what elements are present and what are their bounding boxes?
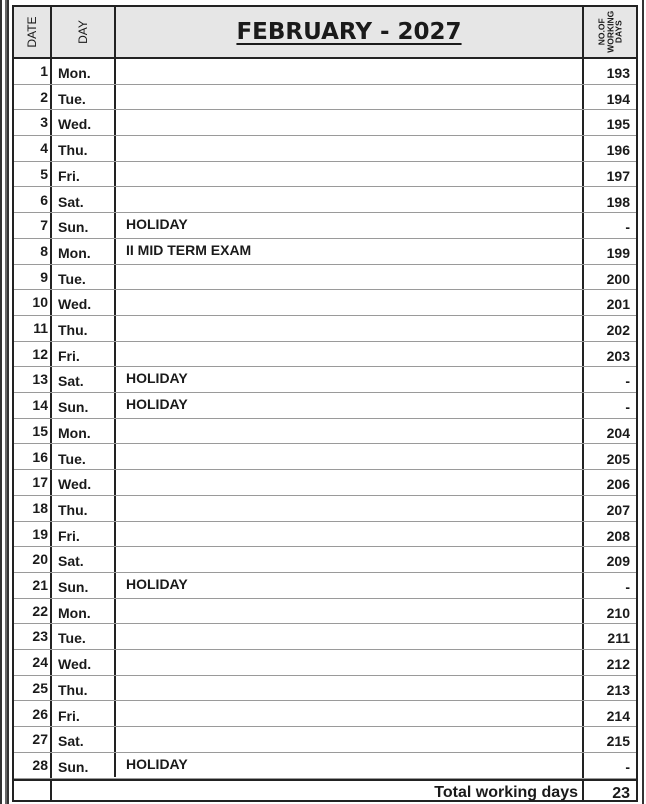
table-row xyxy=(14,445,636,471)
table-row xyxy=(14,573,636,599)
row-day: Sat. xyxy=(58,373,84,390)
row-working-day-count: - xyxy=(625,219,630,236)
row-day: Mon. xyxy=(58,424,91,441)
row-working-day-count: 200 xyxy=(606,270,630,287)
row-day: Sun. xyxy=(58,399,89,416)
row-date: 18 xyxy=(32,499,48,516)
row-working-day-count: 193 xyxy=(606,65,630,81)
row-day: Tue. xyxy=(58,90,86,107)
calendar-sheet xyxy=(12,5,638,802)
row-date: 2 xyxy=(40,88,48,105)
row-day: Thu. xyxy=(58,681,88,698)
row-date: 24 xyxy=(32,654,48,671)
table-row xyxy=(14,496,636,522)
row-day: Fri. xyxy=(58,347,80,364)
row-day: Thu. xyxy=(58,322,88,338)
table-row xyxy=(14,136,636,162)
row-working-day-count: - xyxy=(625,579,630,595)
total-label: Total working days xyxy=(434,784,578,801)
page-right-border xyxy=(642,0,644,804)
date-column-header xyxy=(14,7,50,57)
row-working-day-count: 211 xyxy=(607,630,630,647)
total-row xyxy=(14,779,636,800)
row-working-day-count: 212 xyxy=(606,656,630,673)
row-working-day-count: 214 xyxy=(606,707,630,724)
row-date: 9 xyxy=(40,268,48,285)
row-event: HOLIDAY xyxy=(126,370,188,387)
row-working-day-count: 198 xyxy=(606,193,630,210)
row-day: Tue. xyxy=(58,270,86,287)
row-day: Sat. xyxy=(58,553,84,570)
table-row xyxy=(14,599,636,625)
row-day: Wed. xyxy=(58,116,92,133)
table-row xyxy=(14,265,636,291)
row-working-day-count: 209 xyxy=(606,553,630,570)
row-day: Wed. xyxy=(58,656,92,673)
row-working-day-count: - xyxy=(625,399,630,416)
row-working-day-count: 206 xyxy=(606,476,630,493)
row-working-day-count: 204 xyxy=(606,424,630,441)
table-row xyxy=(14,213,636,239)
row-day: Wed. xyxy=(58,476,92,493)
row-working-day-count: 195 xyxy=(606,116,630,133)
row-date: 28 xyxy=(32,756,48,773)
row-event: HOLIDAY xyxy=(126,396,188,413)
date-header-label: DATE xyxy=(25,16,39,48)
row-date: 16 xyxy=(32,448,48,465)
row-date: 14 xyxy=(32,397,48,414)
table-row xyxy=(14,702,636,728)
row-working-day-count: 208 xyxy=(606,527,630,544)
row-date: 27 xyxy=(32,731,48,748)
row-working-day-count: 205 xyxy=(606,450,630,467)
row-day: Sat. xyxy=(58,733,84,750)
row-working-day-count: 215 xyxy=(606,733,630,750)
row-date: 7 xyxy=(40,217,48,234)
table-row xyxy=(14,727,636,753)
row-event: II MID TERM EXAM xyxy=(126,241,252,258)
working-days-header-label: NO.OF WORKING DAYS xyxy=(596,10,624,54)
row-working-day-count: 207 xyxy=(606,501,630,518)
row-date: 19 xyxy=(32,525,48,542)
table-row xyxy=(14,188,636,214)
row-date: 17 xyxy=(32,474,48,491)
month-title: FEBRUARY - 2027 xyxy=(236,19,462,45)
row-day: Sun. xyxy=(58,219,89,236)
row-working-day-count: 199 xyxy=(606,244,630,261)
table-row xyxy=(14,547,636,573)
row-date: 3 xyxy=(40,114,48,131)
row-date: 8 xyxy=(40,242,48,259)
row-event: HOLIDAY xyxy=(126,576,188,592)
table-row xyxy=(14,342,636,368)
row-working-day-count: 213 xyxy=(606,681,630,698)
row-date: 10 xyxy=(32,294,48,311)
row-day: Fri. xyxy=(58,167,80,184)
row-day: Sun. xyxy=(58,579,89,595)
row-date: 12 xyxy=(32,345,48,362)
row-date: 11 xyxy=(33,320,48,336)
table-row xyxy=(14,162,636,188)
row-day: Mon. xyxy=(58,65,91,81)
table-row xyxy=(14,59,636,85)
table-row xyxy=(14,316,636,342)
row-date: 21 xyxy=(32,577,48,593)
row-day: Wed. xyxy=(58,296,92,313)
row-date: 4 xyxy=(40,140,48,157)
working-days-column-header xyxy=(584,7,636,57)
row-working-day-count: 197 xyxy=(606,167,630,184)
row-day: Sat. xyxy=(58,193,84,210)
row-date: 13 xyxy=(32,371,48,388)
row-day: Thu. xyxy=(58,501,88,518)
row-working-day-count: 196 xyxy=(606,142,630,159)
binder-edge xyxy=(0,0,9,804)
row-day: Sun. xyxy=(58,758,89,775)
row-date: 15 xyxy=(32,422,48,439)
row-working-day-count: 203 xyxy=(606,347,630,364)
row-day: Thu. xyxy=(58,142,88,159)
table-row xyxy=(14,367,636,393)
row-day: Mon. xyxy=(58,244,91,261)
table-row xyxy=(14,650,636,676)
row-day: Mon. xyxy=(58,604,91,621)
table-row xyxy=(14,290,636,316)
row-day: Fri. xyxy=(58,527,80,544)
row-event: HOLIDAY xyxy=(126,755,188,772)
table-header xyxy=(14,7,636,59)
table-row xyxy=(14,239,636,265)
row-day: Fri. xyxy=(58,707,80,724)
row-working-day-count: 202 xyxy=(606,322,630,338)
row-date: 26 xyxy=(32,705,48,722)
table-row xyxy=(14,522,636,548)
table-row xyxy=(14,470,636,496)
day-column-header xyxy=(52,7,114,57)
table-row xyxy=(14,393,636,419)
row-working-day-count: - xyxy=(625,373,630,390)
table-row xyxy=(14,419,636,445)
row-date: 23 xyxy=(32,628,48,645)
row-date: 20 xyxy=(32,551,48,568)
row-working-day-count: 210 xyxy=(606,604,630,621)
row-working-day-count: 194 xyxy=(606,90,630,107)
table-row xyxy=(14,624,636,650)
row-date: 22 xyxy=(32,602,48,619)
row-date: 25 xyxy=(32,679,48,696)
table-row xyxy=(14,753,636,779)
row-working-day-count: - xyxy=(625,758,630,775)
row-day: Tue. xyxy=(58,450,86,467)
row-day: Tue. xyxy=(58,630,86,647)
row-date: 1 xyxy=(40,63,48,79)
table-row xyxy=(14,85,636,111)
row-date: 6 xyxy=(40,191,48,208)
row-date: 5 xyxy=(40,165,48,182)
total-value: 23 xyxy=(612,785,630,802)
table-row xyxy=(14,110,636,136)
row-working-day-count: 201 xyxy=(606,296,630,313)
row-event: HOLIDAY xyxy=(126,216,188,233)
binder-inner-line xyxy=(5,0,7,804)
table-row xyxy=(14,676,636,702)
day-header-label: DAY xyxy=(76,20,90,44)
